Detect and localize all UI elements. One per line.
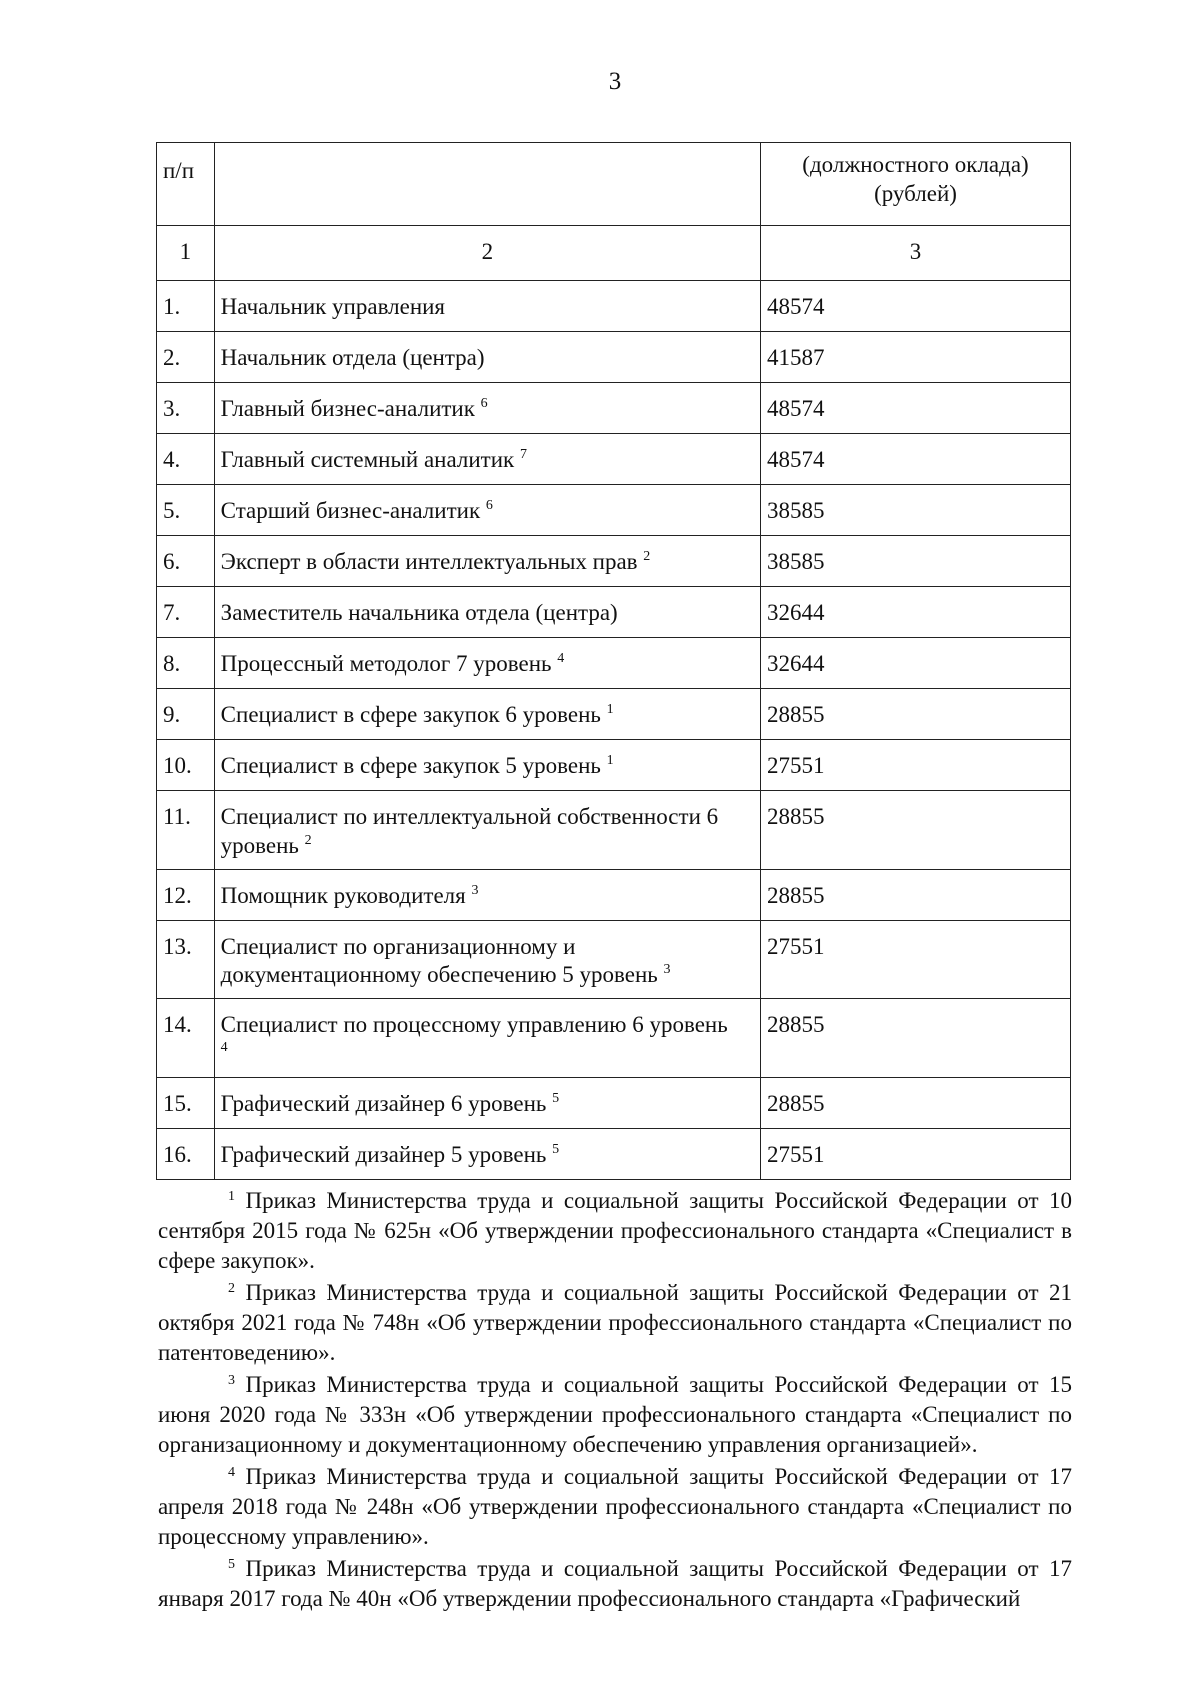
position-title-text: Эксперт в области интеллектуальных прав [220,549,638,574]
row-number: 16. [157,1129,215,1180]
footnote-marker: 1 [606,753,614,768]
footnote-marker: 6 [480,396,488,411]
table-row [157,434,1071,485]
table-row [157,1129,1071,1180]
row-number: 6. [157,536,215,587]
position-title-text: Главный бизнес-аналитик [220,396,475,421]
table-row [157,791,1071,870]
footnote-marker: 3 [471,882,479,898]
footnote-marker: 5 [552,1142,560,1157]
row-position-title [214,869,760,920]
row-salary: 28855 [761,869,1071,920]
footnote-text: Приказ Министерства труда и социальной защиты Российской Федерации от 10 сентября 2015 года № 625н «Об утверждении профессионального стандарта «Специалист в сфере закупок». [158,1188,1072,1273]
table-row [157,485,1071,536]
row-salary: 32644 [761,587,1071,638]
row-salary: 48574 [761,434,1071,485]
footnote-mark: 3 [228,1373,235,1388]
row-number: 9. [157,689,215,740]
row-position-title [214,587,760,638]
footnote-item [158,1554,1072,1614]
table-row [157,920,1071,999]
table-row [157,281,1071,332]
column-numbering-row [157,226,1071,281]
row-position-title [214,332,760,383]
position-title-text: Начальник управления [220,294,446,319]
footnote-text: Приказ Министерства труда и социальной защиты Российской Федерации от 21 октября 2021 года № 748н «Об утверждении профессионального стандарта «Специалист по патентоведению». [158,1280,1072,1365]
row-number: 13. [157,920,215,999]
row-position-title [214,740,760,791]
table-row [157,638,1071,689]
row-position-title [214,536,760,587]
position-title-text: Заместитель начальника отдела (центра) [220,600,618,625]
footnote-item [158,1186,1072,1276]
footnote-marker: 7 [519,447,527,462]
row-number: 5. [157,485,215,536]
row-position-title [214,1129,760,1180]
row-position-title [214,485,760,536]
footnote-marker: 5 [552,1091,560,1106]
row-position-title [214,999,760,1078]
row-position-title [214,383,760,434]
column-number-2: 2 [214,226,760,281]
footnote-text: Приказ Министерства труда и социальной защиты Российской Федерации от 17 апреля 2018 года № 248н «Об утверждении профессионального стандарта «Специалист по процессному управлению». [158,1464,1072,1549]
row-number: 14. [157,999,215,1078]
position-title-text: Помощник руководителя [220,882,466,908]
position-title-text: Процессный методолог 7 уровень [220,651,552,676]
row-salary: 28855 [761,689,1071,740]
footnote-marker: 2 [304,832,312,848]
row-salary: 28855 [761,791,1071,870]
position-title-text: Главный системный аналитик [220,447,515,472]
footnote-text: Приказ Министерства труда и социальной защиты Российской Федерации от 17 января 2017 года № 40н «Об утверждении профессионального стандарта «Графический [158,1556,1072,1611]
row-number: 8. [157,638,215,689]
footnote-marker: 3 [663,962,671,978]
position-title-text: Графический дизайнер 5 уровень [220,1142,547,1167]
row-salary: 27551 [761,1129,1071,1180]
header-col-salary [761,143,1071,226]
table-row [157,332,1071,383]
row-position-title [214,791,760,870]
row-number: 12. [157,869,215,920]
row-number: 7. [157,587,215,638]
position-title-text: Специалист по организационному и документационному обеспечению 5 уровень [220,933,658,988]
position-title-text: Начальник отдела (центра) [220,345,485,370]
footnote-mark: 4 [228,1465,235,1480]
table-row [157,999,1071,1078]
table-row [157,536,1071,587]
salary-table [156,142,1071,1180]
row-salary: 41587 [761,332,1071,383]
position-title-text: Специалист в сфере закупок 5 уровень [220,753,601,778]
row-position-title [214,1078,760,1129]
row-salary: 38585 [761,536,1071,587]
row-position-title [214,638,760,689]
header-salary-line2: (рублей) [874,180,957,206]
row-salary: 27551 [761,920,1071,999]
row-number: 2. [157,332,215,383]
position-title-text: Графический дизайнер 6 уровень [220,1091,547,1116]
footnotes [158,1186,1072,1616]
footnote-marker: 6 [485,498,493,513]
row-salary: 28855 [761,1078,1071,1129]
header-salary-line1: (должностного оклада) [802,152,1029,177]
row-salary: 27551 [761,740,1071,791]
position-title-text: Старший бизнес-аналитик [220,498,481,523]
footnote-text: Приказ Министерства труда и социальной защиты Российской Федерации от 15 июня 2020 года № 333н «Об утверждении профессионального стандарта «Специалист по организационному и документационному обеспечению управления организацией». [158,1372,1072,1457]
row-number: 1. [157,281,215,332]
row-number: 4. [157,434,215,485]
row-number: 11. [157,791,215,870]
row-number: 10. [157,740,215,791]
row-salary: 38585 [761,485,1071,536]
table-row [157,383,1071,434]
footnote-marker: 4 [557,651,565,666]
table-row [157,869,1071,920]
column-number-1: 1 [157,226,215,281]
footnote-marker: 2 [643,549,651,564]
table-body [157,281,1071,1180]
footnote-item [158,1462,1072,1552]
header-col-number: п/п [157,143,215,226]
footnote-mark: 2 [228,1281,235,1296]
row-salary: 48574 [761,383,1071,434]
page-number: 3 [608,68,622,95]
table-row [157,689,1071,740]
footnote-marker: 4 [220,1039,228,1055]
row-position-title [214,920,760,999]
footnote-item [158,1370,1072,1460]
row-position-title [214,434,760,485]
row-salary: 32644 [761,638,1071,689]
position-title-text: Специалист по интеллектуальной собственности 6 уровень [220,804,719,858]
header-col-title [214,143,760,226]
table-header-row [157,143,1071,226]
table-row [157,587,1071,638]
row-position-title [214,689,760,740]
table-row [157,740,1071,791]
row-position-title [214,281,760,332]
footnote-mark: 5 [228,1557,235,1572]
footnote-marker: 1 [606,702,614,717]
position-title-text: Специалист в сфере закупок 6 уровень [220,702,601,727]
row-salary: 48574 [761,281,1071,332]
table-row [157,1078,1071,1129]
row-number: 3. [157,383,215,434]
footnote-mark: 1 [228,1189,235,1204]
row-salary: 28855 [761,999,1071,1078]
footnote-item [158,1278,1072,1368]
position-title-text: Специалист по процессному управлению 6 уровень [220,1012,728,1037]
column-number-3: 3 [761,226,1071,281]
row-number: 15. [157,1078,215,1129]
